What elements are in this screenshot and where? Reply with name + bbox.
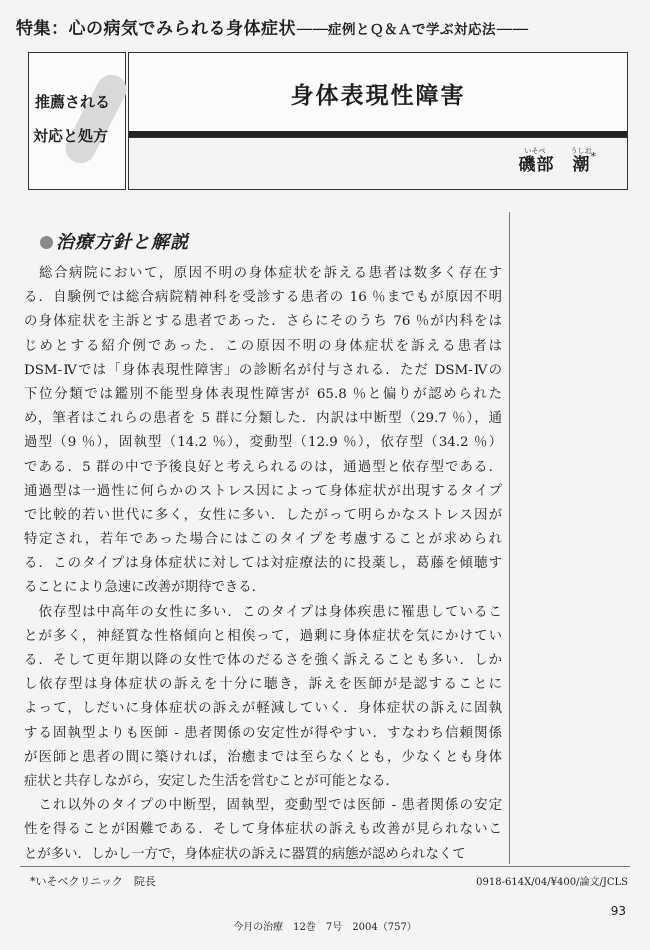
- article-code: 0918-614X/04/¥400/論文/JCLS: [476, 877, 628, 888]
- body-line: で比較的若い世代に多く，女性に多い．したがって明らかなストレス因が: [24, 507, 502, 523]
- series-title: [16, 14, 528, 39]
- author-name: 磯部 潮: [518, 155, 591, 175]
- title-dash-end: ——: [496, 19, 528, 39]
- category-label-box: [28, 52, 126, 190]
- category-label-line1: 推薦される: [35, 93, 111, 111]
- body-line: よって，しだいに身体症状の訴えが軽減していく．身体症状の訴えに固執: [24, 701, 502, 717]
- author-footnote-mark: *: [590, 150, 597, 163]
- author-ruby-family: いそべ: [524, 147, 546, 155]
- author-ruby-given: うしお: [570, 147, 592, 155]
- body-line: DSM-Ⅳでは「身体表現性障害」の診断名が付与される．ただ DSM-Ⅳの: [24, 362, 502, 378]
- body-line: する固執型よりも医師 - 患者関係の安定性が得やすい．すなわち信頼関係: [24, 725, 502, 741]
- section-heading-text: 治療方針と解説: [56, 232, 189, 253]
- title-underline-bar: [129, 131, 627, 137]
- footer-rule: [20, 866, 630, 867]
- body-line: これ以外のタイプの中断型，固執型，変動型では医師 - 患者関係の安定: [24, 798, 502, 814]
- bullet-icon: [40, 236, 53, 249]
- capsule-decoration: [60, 70, 132, 169]
- body-line: とが多く，神経質な性格傾向と相俟って，過剰に身体症状を気にかけてい: [24, 628, 502, 644]
- body-line: 通過型は一過性に何らかのストレス因によって身体症状が出現するタイプ: [24, 483, 502, 499]
- body-line: 過型（9 ％），固執型（14.2 ％），変動型（12.9 ％），依存型（34.2 ％）: [24, 435, 502, 451]
- body-line: 特定され，若年であった場合にはこのタイプを考慮することが求められ: [24, 532, 502, 548]
- section-heading: [40, 228, 189, 254]
- body-line: 依存型は中高年の女性に多い．このタイプは身体疾患に罹患しているこ: [24, 604, 502, 620]
- author-affiliation-footnote: *いそベクリニック 院長: [30, 875, 156, 888]
- author-box: [128, 138, 628, 190]
- body-line: ることにより急速に改善が期待できる．: [24, 580, 266, 596]
- body-line: とが多い．しかし一方で，身体症状の訴えに器質的病態が認められなくて: [24, 846, 466, 862]
- body-line: が医師と患者の間に築ければ，治癒までは至らなくとも，少なくとも身体: [24, 749, 502, 765]
- body-line: じめとする紹介例であった．この原因不明の身体症状を訴える患者は: [24, 338, 502, 354]
- body-line: 下位分類では鑑別不能型身体表現性障害が 65.8 ％と偏りが認められた: [24, 386, 502, 402]
- author-name-wrap: [518, 147, 598, 175]
- body-line: し依存型は身体症状の訴えを十分に聴き，訴えを医師が是認することに: [24, 677, 502, 693]
- article-title-box: [128, 52, 628, 138]
- category-label-line2: 対応と処方: [33, 127, 109, 145]
- body-line: 性を得ることが困難である．そして身体症状の訴えも改善が見られないこ: [24, 822, 502, 838]
- body-line: 総合病院において，原因不明の身体症状を訴える患者は数多く存在す: [24, 266, 502, 281]
- body-line: である．5 群の中で予後良好と考えられるのは，通過型と依存型である．: [24, 459, 502, 475]
- body-line: 症状と共存しながら，安定した生活を営むことが可能となる．: [24, 773, 399, 789]
- article-title: 身体表現性障害: [290, 83, 466, 109]
- series-subtitle: 症例とＱ＆Ａで学ぶ対応法: [328, 22, 496, 38]
- series-name: 特集：心の病気でみられる身体症状: [16, 19, 296, 39]
- body-text: [24, 262, 502, 867]
- body-line: の身体症状を主訴とする患者であった．さらにそのうち 76 ％が内科をは: [24, 314, 502, 330]
- body-line: る．そして更年期以降の女性で体のだるさを強く訴えることも多い．しか: [24, 653, 502, 668]
- body-line: る．自験例では総合病院精神科を受診する患者の 16 ％までもが原因不明: [24, 290, 502, 306]
- body-line: る．このタイプは身体症状に対しては対症療法的に投薬し，葛藤を傾聴す: [24, 556, 502, 572]
- body-line: め，筆者はこれらの患者を 5 群に分類した．内訳は中断型（29.7 ％），通: [24, 411, 502, 427]
- journal-info: 今月の治療 12巻 7号 2004（757）: [233, 922, 417, 933]
- title-dash: ——: [296, 19, 328, 39]
- column-divider: [509, 212, 510, 864]
- page-number: 93: [610, 904, 626, 918]
